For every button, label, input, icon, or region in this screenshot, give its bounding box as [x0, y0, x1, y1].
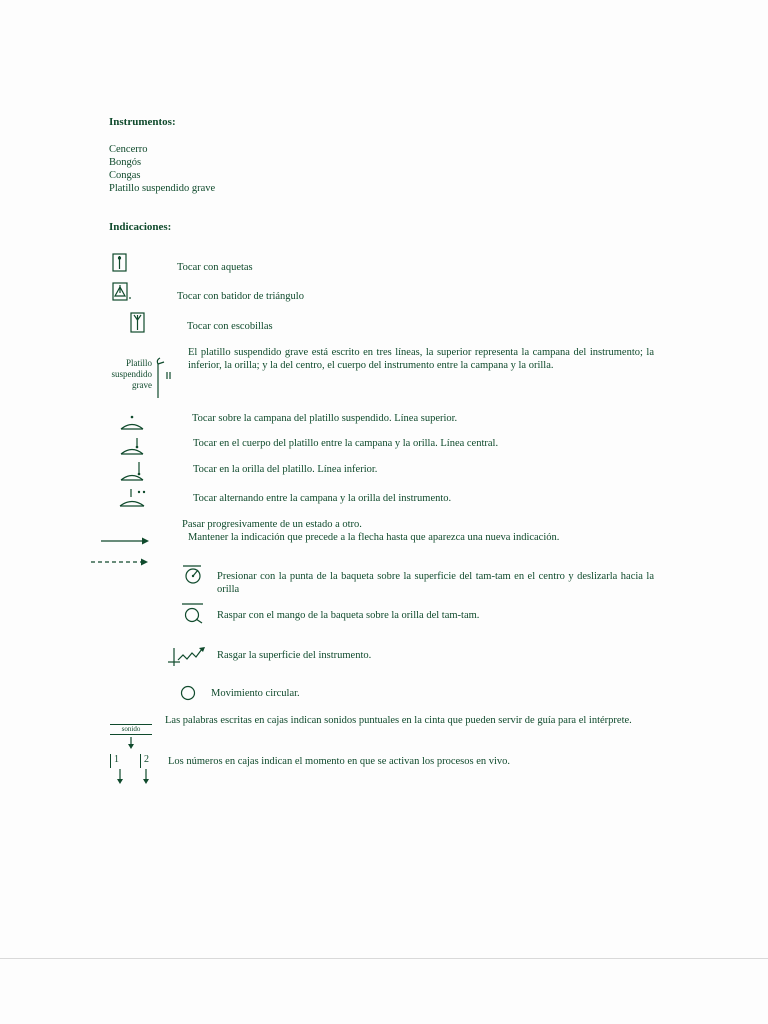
circle-motion-icon	[180, 685, 196, 701]
scratch-icon	[166, 644, 208, 670]
instrument-item: Platillo suspendido grave	[109, 183, 216, 195]
triangle-beater-icon	[112, 282, 134, 302]
number-arrows-icon	[116, 768, 156, 786]
three-line-staff-icon	[155, 356, 185, 402]
indication-cuerpo: Tocar en el cuerpo del platillo entre la campana y la orilla. Línea central.	[193, 438, 499, 449]
indication-mantener: Mantener la indicación que precede a la flecha hasta que aparezca una nueva indicación.	[188, 532, 560, 543]
word-box-label: sonido	[110, 724, 152, 735]
indication-alternando: Tocar alternando entre la campana y la orilla del instrumento.	[193, 493, 452, 504]
indication-numeros: Los números en cajas indican el momento en que se activan los procesos en vivo.	[168, 756, 511, 767]
scrape-icon	[181, 602, 205, 624]
instrument-list	[109, 143, 215, 196]
indication-escobillas: Tocar con escobillas	[187, 321, 273, 332]
page-edge-divider	[0, 958, 768, 959]
cymbal-body-icon	[119, 436, 145, 458]
number-box-1: 1	[110, 754, 126, 768]
cymbal-alternate-icon	[117, 486, 149, 512]
indication-rasgar: Rasgar la superficie del instrumento.	[217, 650, 372, 661]
indication-circular: Movimiento circular.	[211, 688, 300, 699]
indication-campana: Tocar sobre la campana del platillo suspendido. Línea superior.	[192, 413, 458, 424]
indication-platillo: El platillo suspendido grave está escrito en tres líneas, la superior representa la campana del instrumento; la inferior, la orilla; y la del centro, el cuerpo del instrumento entre la campana y la orilla.	[188, 347, 654, 372]
indication-presionar: Presionar con la punta de la baqueta sobre la superficie del tam-tam en el centro y deslizarla hacia la orilla	[217, 571, 654, 596]
instrument-item: Congas	[109, 170, 141, 182]
dashed-arrow-icon	[90, 556, 152, 568]
cymbal-bell-icon	[119, 412, 145, 434]
indication-palabras: Las palabras escritas en cajas indican sonidos puntuales en la cinta que pueden servir de guía para el intérprete.	[165, 715, 632, 726]
indication-raspar: Raspar con el mango de la baqueta sobre la orilla del tam-tam.	[217, 610, 480, 621]
platillo-staff-label: Platillo suspendido grave	[111, 358, 152, 390]
solid-arrow-icon	[100, 535, 152, 547]
instrument-item: Bongós	[109, 157, 142, 169]
indication-orilla: Tocar en la orilla del platillo. Línea inferior.	[193, 464, 378, 475]
press-slide-icon	[181, 564, 205, 586]
mallet-box-icon	[112, 253, 128, 273]
cymbal-edge-icon	[119, 460, 145, 484]
word-box-example	[110, 724, 152, 736]
down-arrow-icon	[127, 736, 135, 750]
indication-batidor: Tocar con batidor de triángulo	[177, 291, 304, 302]
brush-icon	[130, 312, 146, 334]
number-box-2: 2	[140, 754, 156, 768]
indications-heading: Indicaciones:	[109, 221, 172, 233]
indication-aquetas: Tocar con aquetas	[177, 262, 253, 273]
indication-pasar: Pasar progresivamente de un estado a otro.	[182, 519, 362, 530]
instruments-heading: Instrumentos:	[109, 116, 176, 128]
instrument-item: Cencerro	[109, 144, 148, 155]
